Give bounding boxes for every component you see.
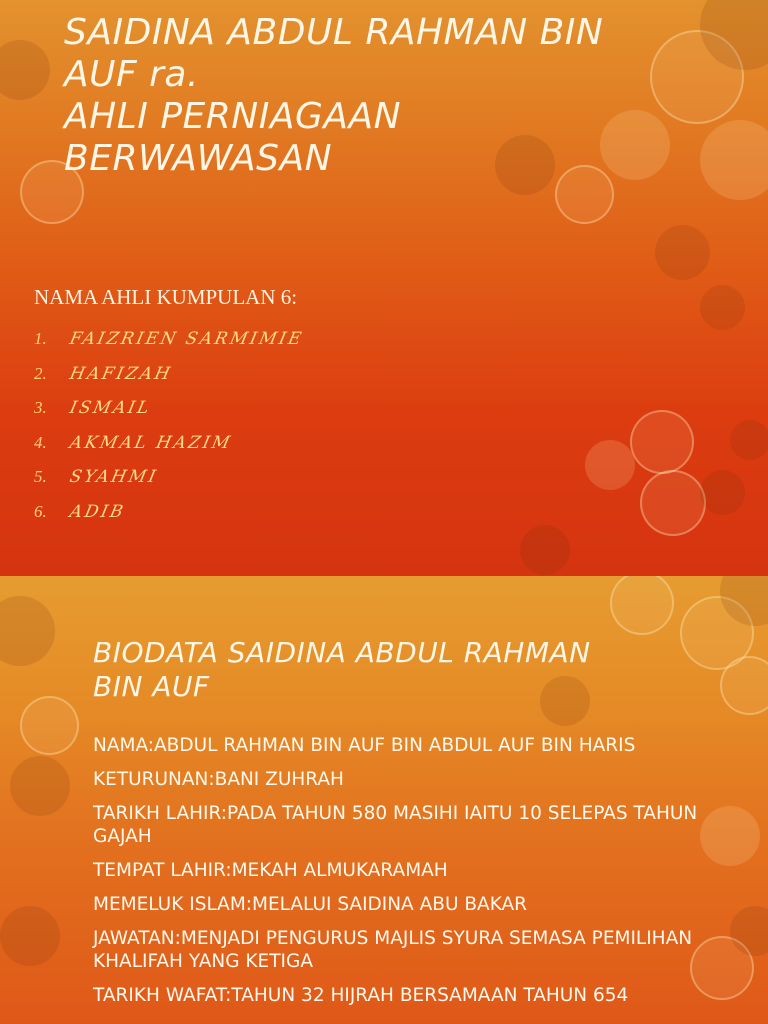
- slide-2: [0, 576, 768, 1024]
- biodata-list: [93, 734, 713, 1018]
- biodata-item: NAMA:ABDUL RAHMAN BIN AUF BIN ABDUL AUF BIN HARIS: [93, 735, 636, 756]
- member-item: [34, 357, 303, 392]
- biodata-item: MEMELUK ISLAM:MELALUI SAIDINA ABU BAKAR: [93, 894, 528, 915]
- biodata-item: KETURUNAN:BANI ZUHRAH: [93, 769, 344, 790]
- member-item: [34, 460, 303, 495]
- biodata-item: JAWATAN:MENJADI PENGURUS MAJLIS SYURA SEMASA PEMILIHAN KHALIFAH YANG KETIGA: [93, 928, 693, 972]
- bokeh-circle: [700, 470, 745, 515]
- bokeh-circle: [640, 470, 706, 536]
- title-line: BIODATA SAIDINA ABDUL RAHMAN: [93, 636, 591, 669]
- bokeh-circle: [0, 596, 55, 666]
- bokeh-circle: [610, 576, 674, 635]
- member-number: 6.: [34, 501, 47, 521]
- member-number: 1.: [34, 329, 47, 349]
- bokeh-circle: [700, 285, 745, 330]
- member-name: HAFIZAH: [67, 363, 175, 384]
- bokeh-circle: [0, 906, 60, 966]
- title-line: AHLI PERNIAGAAN: [64, 96, 402, 137]
- title-line: BIN AUF: [93, 670, 210, 703]
- member-list: [34, 322, 306, 529]
- member-name: FAIZRIEN SARMIMIE: [67, 329, 306, 350]
- slide-2-title: [93, 636, 733, 704]
- bokeh-circle: [655, 225, 710, 280]
- title-line: AUF ra.: [64, 54, 199, 95]
- member-number: 5.: [34, 467, 47, 487]
- member-name: ADIB: [67, 501, 128, 522]
- biodata-item: TARIKH WAFAT:TAHUN 32 HIJRAH BERSAMAAN TAHUN 654: [93, 985, 629, 1006]
- bokeh-circle: [730, 420, 768, 460]
- bokeh-circle: [10, 756, 70, 816]
- member-number: 4.: [34, 432, 47, 452]
- bokeh-circle: [520, 525, 570, 575]
- member-name: SYAHMI: [67, 467, 160, 488]
- biodata-item: TARIKH LAHIR:PADA TAHUN 580 MASIHI IAITU 10 SELEPAS TAHUN GAJAH: [93, 803, 698, 847]
- biodata-item: TEMPAT LAHIR:MEKAH ALMUKARAMAH: [93, 860, 448, 881]
- group-members-label: NAMA AHLI KUMPULAN 6:: [34, 285, 298, 309]
- title-line: SAIDINA ABDUL RAHMAN BIN: [64, 12, 604, 53]
- bokeh-circle: [0, 40, 50, 100]
- title-line: BERWAWASAN: [64, 138, 333, 179]
- bokeh-circle: [585, 440, 635, 490]
- member-number: 3.: [34, 398, 47, 418]
- member-number: 2.: [34, 363, 47, 383]
- member-item: [34, 391, 303, 426]
- slide-1-title: [64, 12, 724, 180]
- member-item: [34, 426, 303, 461]
- member-item: [34, 322, 306, 357]
- member-name: ISMAIL: [67, 398, 154, 419]
- bokeh-circle: [630, 410, 694, 474]
- member-name: AKMAL HAZIM: [67, 432, 235, 453]
- bokeh-circle: [20, 696, 79, 755]
- member-item: [34, 495, 303, 530]
